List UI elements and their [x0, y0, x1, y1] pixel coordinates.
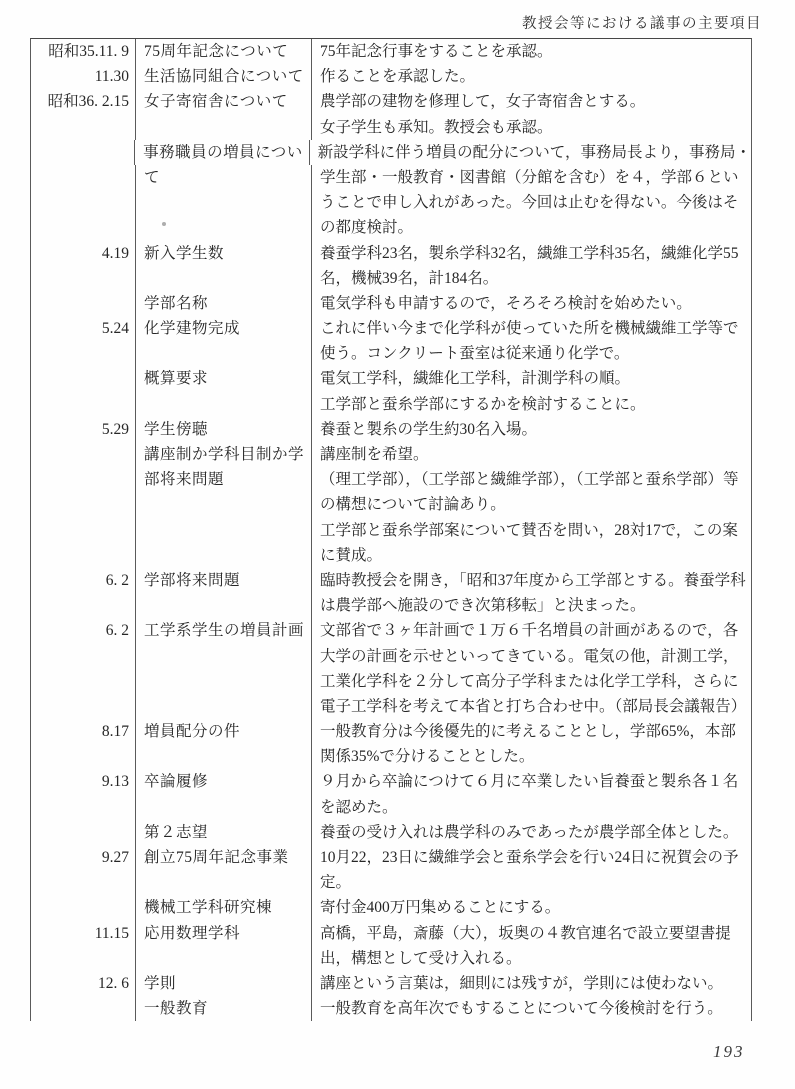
row-date — [31, 115, 135, 140]
row-topic — [135, 744, 311, 769]
row-description: 養蚕学科23名，製糸学科32名，繊維工学科35名，繊維化学55 — [311, 241, 751, 266]
row-description: を認めた。 — [311, 795, 751, 820]
row-date: 11.15 — [94, 924, 129, 942]
row-description: 大学の計画を示せといってきている。電気の他，計測工学， — [311, 644, 751, 669]
table-row — [31, 769, 751, 794]
row-topic: 学部名称 — [135, 291, 311, 316]
row-date — [31, 870, 135, 895]
row-topic: 化学建物完成 — [135, 316, 311, 341]
row-date — [31, 215, 135, 240]
table-row — [31, 921, 751, 946]
table-row — [31, 140, 751, 165]
table-row — [31, 366, 751, 391]
table-row — [31, 543, 751, 568]
table-row — [31, 215, 751, 240]
row-date: 6. 2 — [105, 571, 129, 589]
row-description: 新設学科に伴う増員の配分について，事務局長より，事務局・ — [309, 140, 751, 165]
row-description: 電子工学科を考えて本省と打ち合わせ中。（部局長会議報告） — [311, 694, 751, 719]
row-date — [31, 467, 135, 492]
row-date — [31, 996, 135, 1021]
row-date: 6. 2 — [105, 622, 129, 640]
row-date — [31, 492, 135, 517]
table-row — [31, 694, 751, 719]
row-date — [31, 543, 135, 568]
row-date — [31, 946, 135, 971]
row-description: 定。 — [311, 870, 751, 895]
row-description: に賛成。 — [311, 543, 751, 568]
table-row — [31, 115, 751, 140]
row-date — [31, 593, 135, 618]
row-topic: 新入学生数 — [135, 241, 311, 266]
row-date — [31, 392, 135, 417]
row-description: 75年記念行事をすることを承認。 — [311, 39, 751, 64]
table-row — [31, 669, 751, 694]
table-row — [31, 593, 751, 618]
row-date — [31, 190, 135, 215]
row-description: 工学部と蚕糸学部にするかを検討することに。 — [311, 392, 751, 417]
row-date: 昭和35.11. 9 — [48, 43, 129, 60]
row-date — [31, 291, 135, 316]
row-topic — [135, 492, 311, 517]
scan-artifact-dot — [162, 222, 166, 226]
row-topic — [135, 543, 311, 568]
table-row — [31, 266, 751, 291]
row-date: 9.27 — [101, 849, 129, 866]
row-topic — [135, 266, 311, 291]
row-description: 講座制を希望。 — [311, 442, 751, 467]
row-topic: 一般教育 — [135, 996, 311, 1021]
table-row — [31, 467, 751, 492]
table-row — [31, 165, 751, 190]
row-topic — [135, 870, 311, 895]
row-date — [31, 366, 135, 391]
row-description: 関係35%で分けることとした。 — [311, 744, 751, 769]
row-date — [31, 744, 135, 769]
table-row — [31, 316, 751, 341]
row-topic: 女子寄宿舎について — [135, 89, 311, 114]
row-description: うことで申し入れがあった。今回は止むを得ない。今後はそ — [311, 190, 751, 215]
row-date: 12. 6 — [98, 974, 129, 992]
row-description: （理工学部），（工学部と繊維学部），（工学部と蚕糸学部）等 — [311, 467, 751, 492]
row-topic — [135, 518, 311, 543]
table-row — [31, 39, 751, 64]
row-topic — [135, 644, 311, 669]
row-topic — [135, 215, 311, 240]
row-topic — [135, 795, 311, 820]
row-date — [31, 266, 135, 291]
row-description: の都度検討。 — [311, 215, 751, 240]
table-row — [31, 895, 751, 920]
table-row — [31, 568, 751, 593]
row-description: これに伴い今まで化学科が使っていた所を機械繊維工学等で — [311, 316, 751, 341]
row-description: 名，機械39名，計184名。 — [311, 266, 751, 291]
row-description: 出，構想として受け入れる。 — [311, 946, 751, 971]
row-topic — [135, 946, 311, 971]
row-description: 使う。コンクリート蚕室は従来通り化学で。 — [311, 341, 751, 366]
row-description: 養蚕の受け入れは農学科のみであったが農学部全体とした。 — [311, 820, 751, 845]
row-description: 電気学科も申請するので，そろそろ検討を始めたい。 — [311, 291, 751, 316]
row-topic — [135, 190, 311, 215]
row-description: ９月から卒論につけて６月に卒業したい旨養蚕と製糸各１名 — [311, 769, 751, 794]
row-topic — [135, 669, 311, 694]
row-topic: 増員配分の件 — [135, 719, 311, 744]
table-row — [31, 996, 751, 1021]
table-row — [31, 64, 751, 89]
table-row — [31, 744, 751, 769]
table-row — [31, 971, 751, 996]
row-date — [31, 518, 135, 543]
row-date — [31, 165, 135, 190]
row-topic: 機械工学科研究棟 — [135, 895, 311, 920]
row-date: 8.17 — [101, 723, 129, 741]
table-row — [31, 518, 751, 543]
row-description: 高橋，平島，斎藤（大），坂奥の４教官連名で設立要望書提 — [311, 921, 751, 946]
row-date: 5.29 — [101, 420, 129, 438]
table-row — [31, 442, 751, 467]
row-description: 工学部と蚕糸学部案について賛否を問い，28対17で，この案 — [311, 518, 751, 543]
row-topic: 部将来問題 — [135, 467, 311, 492]
row-description: の構想について討論あり。 — [311, 492, 751, 517]
row-description: 講座という言葉は，細則には残すが，学則には使わない。 — [311, 971, 751, 996]
row-topic: 概算要求 — [135, 366, 311, 391]
row-topic: 生活協同組合について — [135, 64, 311, 89]
table-row — [31, 870, 751, 895]
row-date — [31, 644, 135, 669]
row-description: 農学部の建物を修理して，女子寄宿舎とする。 — [311, 89, 751, 114]
row-date — [31, 341, 135, 366]
row-topic: 学生傍聴 — [135, 417, 311, 442]
table-row — [31, 795, 751, 820]
row-date — [31, 669, 135, 694]
table-row — [31, 492, 751, 517]
row-description: 臨時教授会を開き，「昭和37年度から工学部とする。養蚕学科 — [311, 568, 751, 593]
running-head: 教授会等における議事の主要項目 — [522, 16, 762, 32]
row-topic: 卒論履修 — [135, 769, 311, 794]
minutes-table — [30, 38, 752, 1021]
row-topic — [135, 593, 311, 618]
row-topic: 75周年記念について — [135, 39, 311, 64]
row-description: 作ることを承認した。 — [311, 64, 751, 89]
table-row — [31, 618, 751, 643]
row-topic: 事務職員の増員につい — [134, 140, 309, 165]
row-date: 4.19 — [101, 244, 129, 262]
row-description: 女子学生も承知。教授会も承認。 — [311, 115, 751, 140]
row-topic — [135, 115, 311, 140]
row-date — [31, 795, 135, 820]
row-topic: 学則 — [135, 971, 311, 996]
row-description: 10月22，23日に繊維学会と蚕糸学会を行い24日に祝賀会の予 — [311, 845, 751, 870]
row-description: は農学部へ施設のでき次第移転」と決まった。 — [311, 593, 751, 618]
row-topic: 学部将来問題 — [135, 568, 311, 593]
row-topic: 応用数理学科 — [135, 921, 311, 946]
row-topic — [135, 341, 311, 366]
row-description: 寄付金400万円集めることにする。 — [311, 895, 751, 920]
row-topic: 講座制か学科目制か学 — [135, 442, 311, 467]
page-number: 193 — [713, 1042, 745, 1061]
table-row — [31, 89, 751, 114]
table-row — [31, 341, 751, 366]
row-description: 養蚕と製糸の学生約30名入場。 — [311, 417, 751, 442]
row-topic: て — [135, 165, 311, 190]
row-date — [31, 140, 134, 165]
row-date — [31, 820, 135, 845]
table-row — [31, 190, 751, 215]
row-topic: 第２志望 — [135, 820, 311, 845]
row-description: 一般教育分は今後優先的に考えることとし，学部65%，本部 — [311, 719, 751, 744]
table-row — [31, 644, 751, 669]
row-topic — [135, 392, 311, 417]
table-row — [31, 392, 751, 417]
table-row — [31, 719, 751, 744]
table-row — [31, 291, 751, 316]
row-date — [31, 694, 135, 719]
row-topic: 創立75周年記念事業 — [135, 845, 311, 870]
row-date: 9.13 — [101, 773, 129, 791]
row-date: 昭和36. 2.15 — [47, 93, 129, 111]
row-description: 電気工学科，繊維化工学科，計測学科の順。 — [311, 366, 751, 391]
row-description: 文部省で３ヶ年計画で１万６千名増員の計画があるので，各 — [311, 618, 751, 643]
row-topic: 工学系学生の増員計画 — [135, 618, 311, 643]
table-row — [31, 820, 751, 845]
row-description: 一般教育を高年次でもすることについて今後検討を行う。 — [311, 996, 751, 1021]
row-date: 5.24 — [101, 320, 129, 338]
table-row — [31, 241, 751, 266]
row-description: 工業化学科を２分して高分子学科または化学工学科，さらに — [311, 669, 751, 694]
row-date — [31, 442, 135, 467]
row-topic — [135, 694, 311, 719]
row-date: 11.30 — [94, 68, 129, 86]
row-date — [31, 895, 135, 920]
table-row — [31, 946, 751, 971]
row-description: 学生部・一般教育・図書館（分館を含む）を４，学部６とい — [311, 165, 751, 190]
table-row — [31, 845, 751, 870]
table-row — [31, 417, 751, 442]
